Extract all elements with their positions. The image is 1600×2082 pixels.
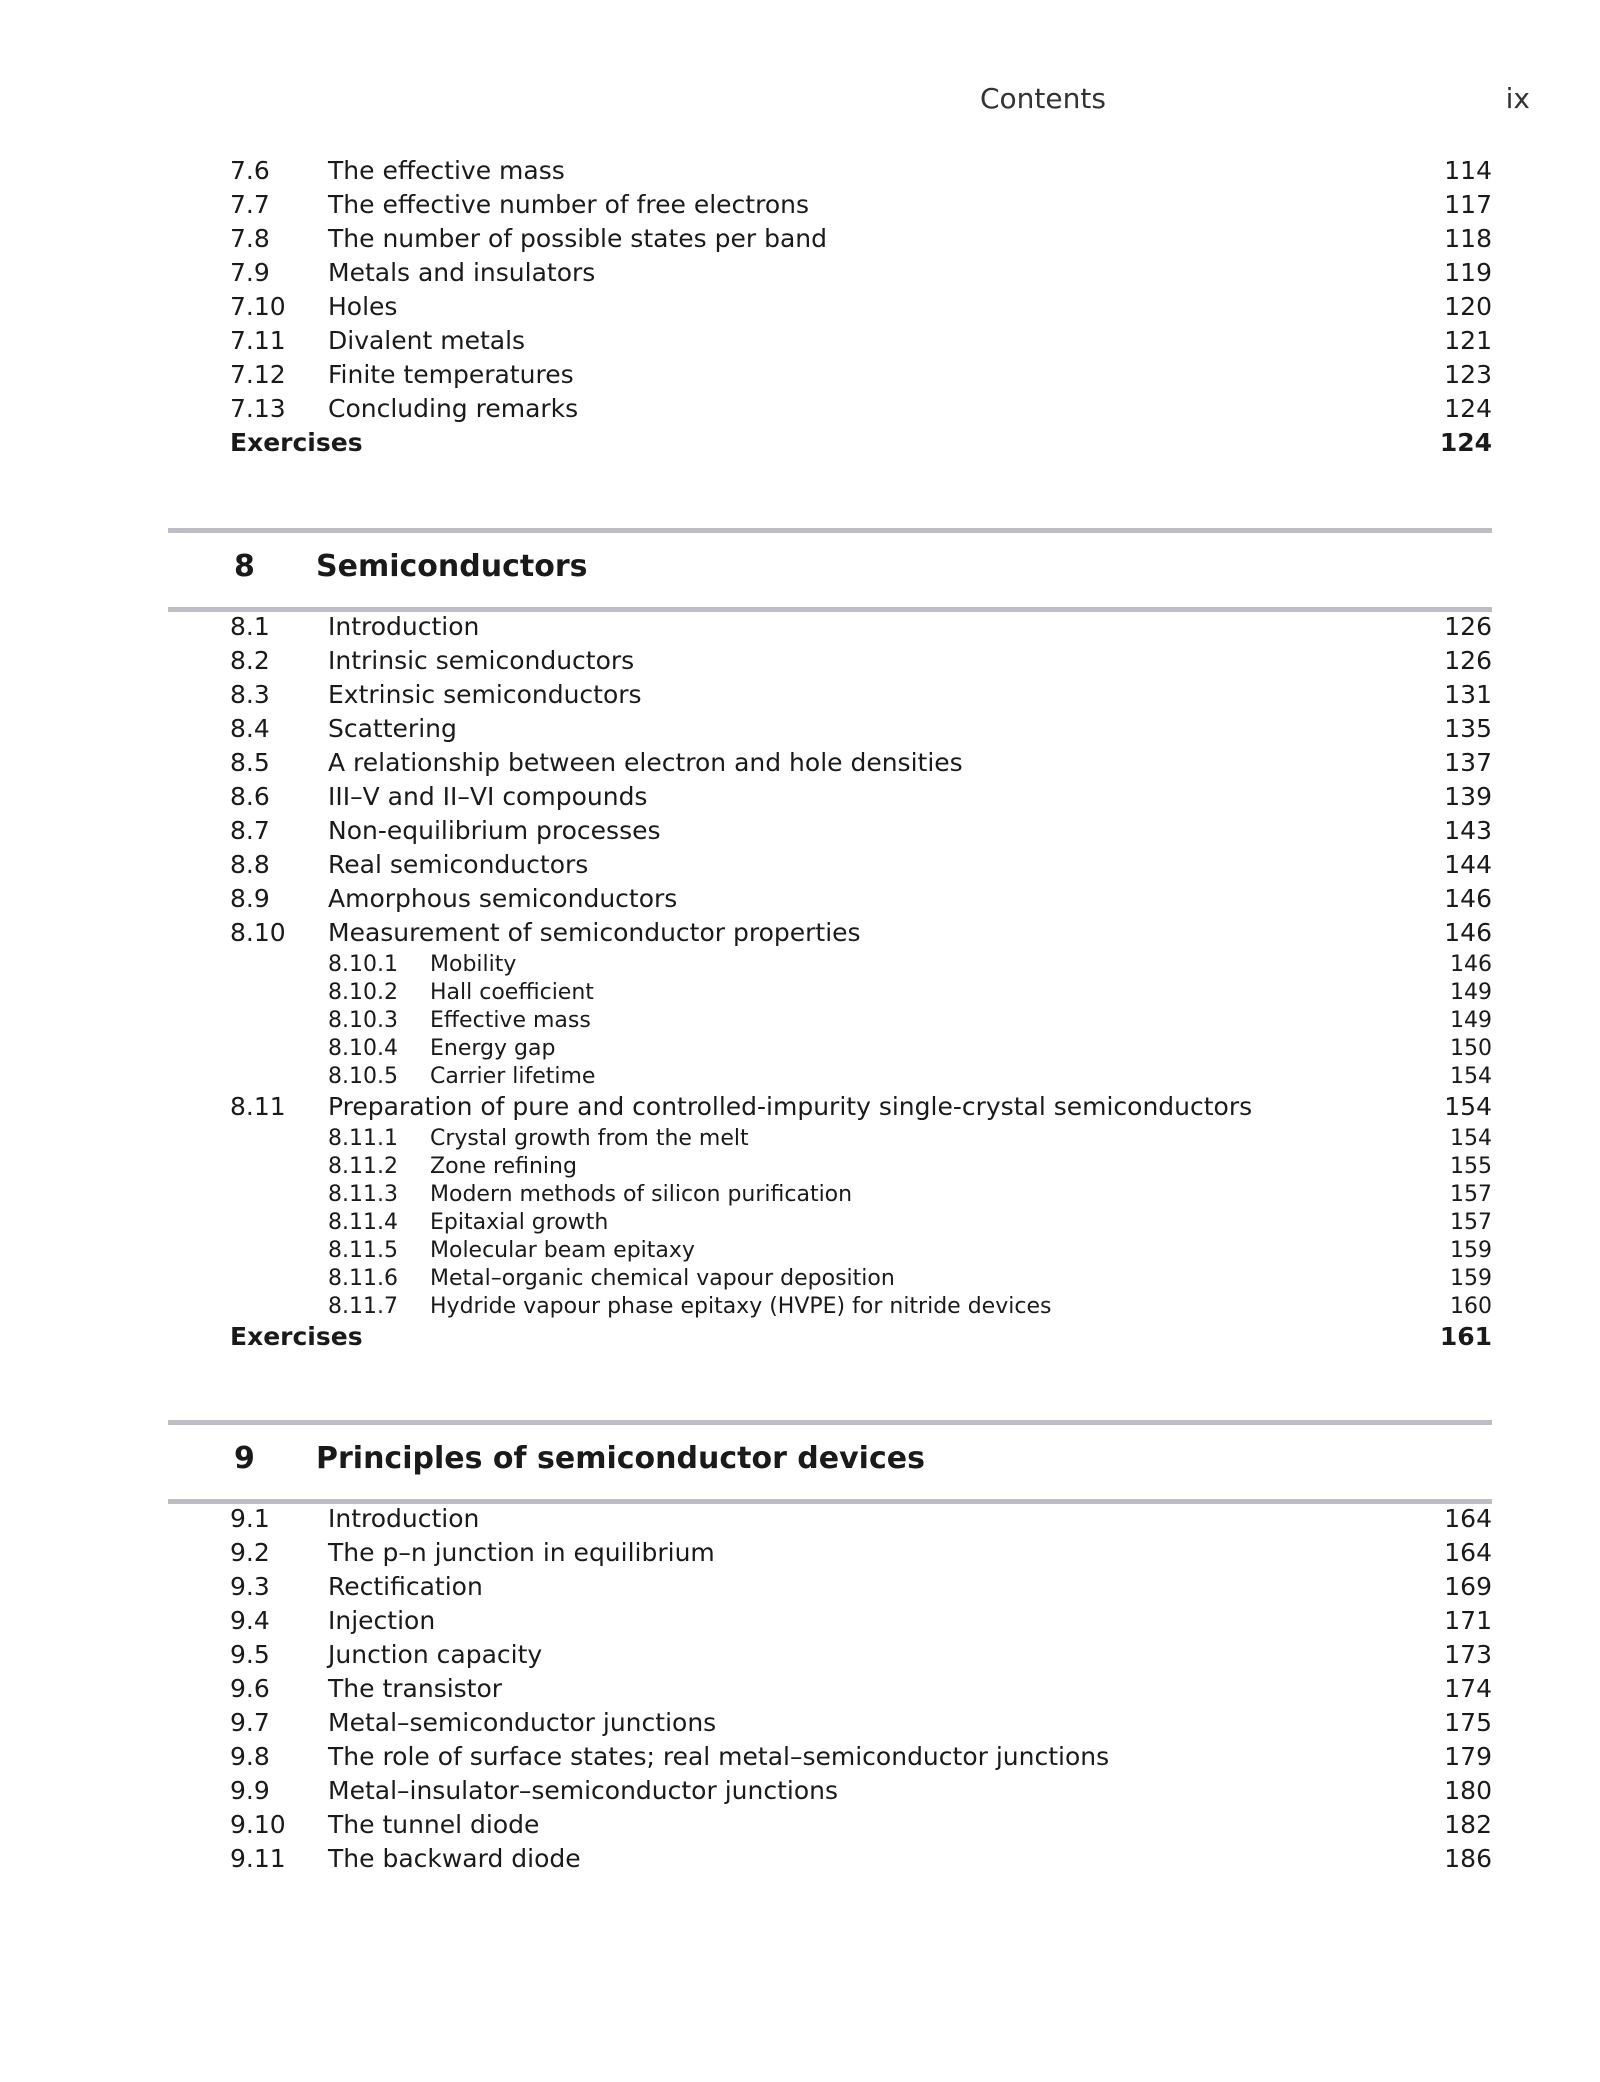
- section-title: Crystal growth from the melt: [430, 1126, 749, 1151]
- section-title: III–V and II–VI compounds: [328, 782, 648, 811]
- exercises-label: Exercises: [230, 1322, 363, 1351]
- section-number: 9.8: [230, 1742, 270, 1771]
- section-number: 8.9: [230, 884, 270, 913]
- toc-subentry[interactable]: [230, 1210, 1492, 1238]
- section-title: Rectification: [328, 1572, 483, 1601]
- toc-subentry[interactable]: [230, 1266, 1492, 1294]
- page-ref: 124: [1439, 428, 1492, 457]
- toc-entry[interactable]: [230, 714, 1492, 748]
- section-number: 7.10: [230, 292, 286, 321]
- section-title: Metal–semiconductor junctions: [328, 1708, 717, 1737]
- section-title: Metal–insulator–semiconductor junctions: [328, 1776, 838, 1805]
- section-title: Scattering: [328, 714, 457, 743]
- toc-entry[interactable]: [230, 292, 1492, 326]
- page-ref: 117: [1444, 190, 1492, 219]
- page-ref: 164: [1444, 1504, 1492, 1533]
- toc-subentry[interactable]: [230, 1036, 1492, 1064]
- section-title: Amorphous semiconductors: [328, 884, 678, 913]
- section-title: Preparation of pure and controlled-impurity single-crystal semiconductors: [328, 1092, 1253, 1121]
- section-number: 8.10.3: [328, 1008, 398, 1033]
- toc-entry[interactable]: [230, 224, 1492, 258]
- section-number: 8.10.4: [328, 1036, 398, 1061]
- toc-entry[interactable]: [230, 782, 1492, 816]
- page-ref: 121: [1444, 326, 1492, 355]
- section-title: Epitaxial growth: [430, 1210, 609, 1235]
- section-number: 9.6: [230, 1674, 270, 1703]
- section-title: Introduction: [328, 612, 480, 641]
- section-number: 9.4: [230, 1606, 270, 1635]
- toc-subentry[interactable]: [230, 1238, 1492, 1266]
- toc-entry[interactable]: [230, 612, 1492, 646]
- page-ref: 171: [1444, 1606, 1492, 1635]
- section-number: 8.11: [230, 1092, 286, 1121]
- page-ref: 186: [1444, 1844, 1492, 1873]
- toc-entry[interactable]: [230, 1742, 1492, 1776]
- chapter-9-heading: [168, 1420, 1492, 1504]
- toc-subentry[interactable]: [230, 1294, 1492, 1322]
- page-ref: 164: [1444, 1538, 1492, 1567]
- page-ref: 123: [1444, 360, 1492, 389]
- section-number: 9.7: [230, 1708, 270, 1737]
- section-title: The p–n junction in equilibrium: [328, 1538, 715, 1567]
- section-title: Divalent metals: [328, 326, 526, 355]
- section-title: Injection: [328, 1606, 436, 1635]
- section-number: 9.9: [230, 1776, 270, 1805]
- chapter-8-heading: [168, 528, 1492, 612]
- section-number: 7.11: [230, 326, 286, 355]
- section-number: 9.5: [230, 1640, 270, 1669]
- exercises-label: Exercises: [230, 428, 363, 457]
- section-number: 8.8: [230, 850, 270, 879]
- page-ref: 135: [1444, 714, 1492, 743]
- page-number: ix: [1505, 82, 1530, 115]
- page-ref: 143: [1444, 816, 1492, 845]
- toc-entry[interactable]: [230, 1504, 1492, 1538]
- page-ref: 174: [1444, 1674, 1492, 1703]
- section-title: The transistor: [328, 1674, 503, 1703]
- section-title: Intrinsic semiconductors: [328, 646, 635, 675]
- toc-exercises[interactable]: [230, 428, 1492, 462]
- page-ref: 173: [1444, 1640, 1492, 1669]
- toc-entry[interactable]: [230, 918, 1492, 952]
- page-ref: 139: [1444, 782, 1492, 811]
- section-number: 9.3: [230, 1572, 270, 1601]
- section-number: 8.11.5: [328, 1238, 398, 1263]
- section-number: 9.2: [230, 1538, 270, 1567]
- section-title: Real semiconductors: [328, 850, 589, 879]
- toc-entry[interactable]: [230, 1708, 1492, 1742]
- toc-subentry[interactable]: [230, 1008, 1492, 1036]
- toc-subentry[interactable]: [230, 1154, 1492, 1182]
- section-title: Finite temperatures: [328, 360, 574, 389]
- section-number: 8.11.4: [328, 1210, 398, 1235]
- toc-exercises[interactable]: [230, 1322, 1492, 1356]
- page-ref: 124: [1444, 394, 1492, 423]
- page-ref: 118: [1444, 224, 1492, 253]
- toc-subentry[interactable]: [230, 980, 1492, 1008]
- page-ref: 154: [1444, 1092, 1492, 1121]
- page-ref: 146: [1444, 884, 1492, 913]
- toc-entry[interactable]: [230, 1606, 1492, 1640]
- page-ref: 157: [1450, 1182, 1492, 1207]
- section-title: Non-equilibrium processes: [328, 816, 661, 845]
- toc-entry[interactable]: [230, 1776, 1492, 1810]
- toc-entry[interactable]: [230, 1538, 1492, 1572]
- section-number: 8.6: [230, 782, 270, 811]
- toc-entry[interactable]: [230, 394, 1492, 428]
- running-head: [0, 82, 1600, 118]
- toc-entry[interactable]: [230, 1572, 1492, 1606]
- toc-entry[interactable]: [230, 1640, 1492, 1674]
- section-title: Hall coefficient: [430, 980, 594, 1005]
- section-number: 8.10.2: [328, 980, 398, 1005]
- page-ref: 159: [1450, 1266, 1492, 1291]
- page-ref: 146: [1450, 952, 1492, 977]
- chapter-8-entries: [230, 612, 1492, 1356]
- toc-entry[interactable]: [230, 1092, 1492, 1126]
- page-ref: 149: [1450, 1008, 1492, 1033]
- page-ref: 179: [1444, 1742, 1492, 1771]
- section-number: 8.7: [230, 816, 270, 845]
- toc-entry[interactable]: [230, 190, 1492, 224]
- section-number: 8.10.5: [328, 1064, 398, 1089]
- section-number: 8.5: [230, 748, 270, 777]
- page-ref: 182: [1444, 1810, 1492, 1839]
- section-title: Metal–organic chemical vapour deposition: [430, 1266, 895, 1291]
- page-ref: 126: [1444, 612, 1492, 641]
- toc-entry[interactable]: [230, 680, 1492, 714]
- section-number: 7.7: [230, 190, 270, 219]
- toc-entry[interactable]: [230, 1810, 1492, 1844]
- page-ref: 159: [1450, 1238, 1492, 1263]
- section-title: The tunnel diode: [328, 1810, 540, 1839]
- section-title: A relationship between electron and hole densities: [328, 748, 963, 777]
- section-title: The number of possible states per band: [328, 224, 827, 253]
- section-title: Mobility: [430, 952, 517, 977]
- section-title: Hydride vapour phase epitaxy (HVPE) for nitride devices: [430, 1294, 1052, 1319]
- page-ref: 175: [1444, 1708, 1492, 1737]
- page-ref: 119: [1444, 258, 1492, 287]
- page-ref: 149: [1450, 980, 1492, 1005]
- section-title: The effective number of free electrons: [328, 190, 809, 219]
- chapter-number: 8: [234, 549, 255, 584]
- chapter-title: Semiconductors: [316, 549, 588, 584]
- toc-entry[interactable]: [230, 156, 1492, 190]
- page-ref: 137: [1444, 748, 1492, 777]
- section-title: Zone refining: [430, 1154, 577, 1179]
- section-title: Junction capacity: [328, 1640, 543, 1669]
- section-title: Effective mass: [430, 1008, 591, 1033]
- section-title: Modern methods of silicon purification: [430, 1182, 853, 1207]
- page-ref: 150: [1450, 1036, 1492, 1061]
- section-number: 8.11.6: [328, 1266, 398, 1291]
- toc-entry[interactable]: [230, 748, 1492, 782]
- page-ref: 114: [1444, 156, 1492, 185]
- section-number: 8.3: [230, 680, 270, 709]
- section-number: 8.11.2: [328, 1154, 398, 1179]
- toc-subentry[interactable]: [230, 1126, 1492, 1154]
- page-ref: 161: [1439, 1322, 1492, 1351]
- section-title: Energy gap: [430, 1036, 556, 1061]
- section-number: 7.12: [230, 360, 286, 389]
- section-number: 8.10: [230, 918, 286, 947]
- page-ref: 157: [1450, 1210, 1492, 1235]
- section-title: The backward diode: [328, 1844, 581, 1873]
- section-number: 7.6: [230, 156, 270, 185]
- chapter-9-entries: [230, 1504, 1492, 1878]
- page-ref: 180: [1444, 1776, 1492, 1805]
- section-title: Introduction: [328, 1504, 480, 1533]
- toc-entry[interactable]: [230, 646, 1492, 680]
- section-number: 9.10: [230, 1810, 286, 1839]
- toc-entry[interactable]: [230, 1674, 1492, 1708]
- page-ref: 144: [1444, 850, 1492, 879]
- page-ref: 154: [1450, 1064, 1492, 1089]
- page-ref: 126: [1444, 646, 1492, 675]
- page-ref: 155: [1450, 1154, 1492, 1179]
- section-number: 7.9: [230, 258, 270, 287]
- section-number: 8.11.3: [328, 1182, 398, 1207]
- toc-entry[interactable]: [230, 884, 1492, 918]
- toc-subentry[interactable]: [230, 1182, 1492, 1210]
- chapter-number: 9: [234, 1441, 255, 1476]
- section-number: 7.8: [230, 224, 270, 253]
- toc-entry[interactable]: [230, 258, 1492, 292]
- section-title: Holes: [328, 292, 398, 321]
- page-ref: 146: [1444, 918, 1492, 947]
- section-title: The effective mass: [328, 156, 565, 185]
- section-title: Concluding remarks: [328, 394, 579, 423]
- section-title: Extrinsic semiconductors: [328, 680, 642, 709]
- section-title: Measurement of semiconductor properties: [328, 918, 861, 947]
- toc-entry[interactable]: [230, 1844, 1492, 1878]
- toc-subentry[interactable]: [230, 1064, 1492, 1092]
- section-title: Carrier lifetime: [430, 1064, 596, 1089]
- section-number: 7.13: [230, 394, 286, 423]
- page-ref: 131: [1444, 680, 1492, 709]
- page-ref: 154: [1450, 1126, 1492, 1151]
- toc-entry[interactable]: [230, 850, 1492, 884]
- section-number: 9.11: [230, 1844, 286, 1873]
- running-title: Contents: [980, 82, 1106, 115]
- section-number: 8.10.1: [328, 952, 398, 977]
- section-number: 8.11.7: [328, 1294, 398, 1319]
- page-ref: 120: [1444, 292, 1492, 321]
- chapter-7-entries: [230, 156, 1492, 462]
- section-number: 8.4: [230, 714, 270, 743]
- section-title: The role of surface states; real metal–semiconductor junctions: [328, 1742, 1110, 1771]
- toc-subentry[interactable]: [230, 952, 1492, 980]
- page-ref: 160: [1450, 1294, 1492, 1319]
- section-title: Metals and insulators: [328, 258, 596, 287]
- section-title: Molecular beam epitaxy: [430, 1238, 695, 1263]
- toc-entry[interactable]: [230, 360, 1492, 394]
- chapter-title: Principles of semiconductor devices: [316, 1441, 925, 1476]
- section-number: 8.1: [230, 612, 270, 641]
- toc-entry[interactable]: [230, 816, 1492, 850]
- toc-entry[interactable]: [230, 326, 1492, 360]
- section-number: 9.1: [230, 1504, 270, 1533]
- section-number: 8.2: [230, 646, 270, 675]
- section-number: 8.11.1: [328, 1126, 398, 1151]
- page-ref: 169: [1444, 1572, 1492, 1601]
